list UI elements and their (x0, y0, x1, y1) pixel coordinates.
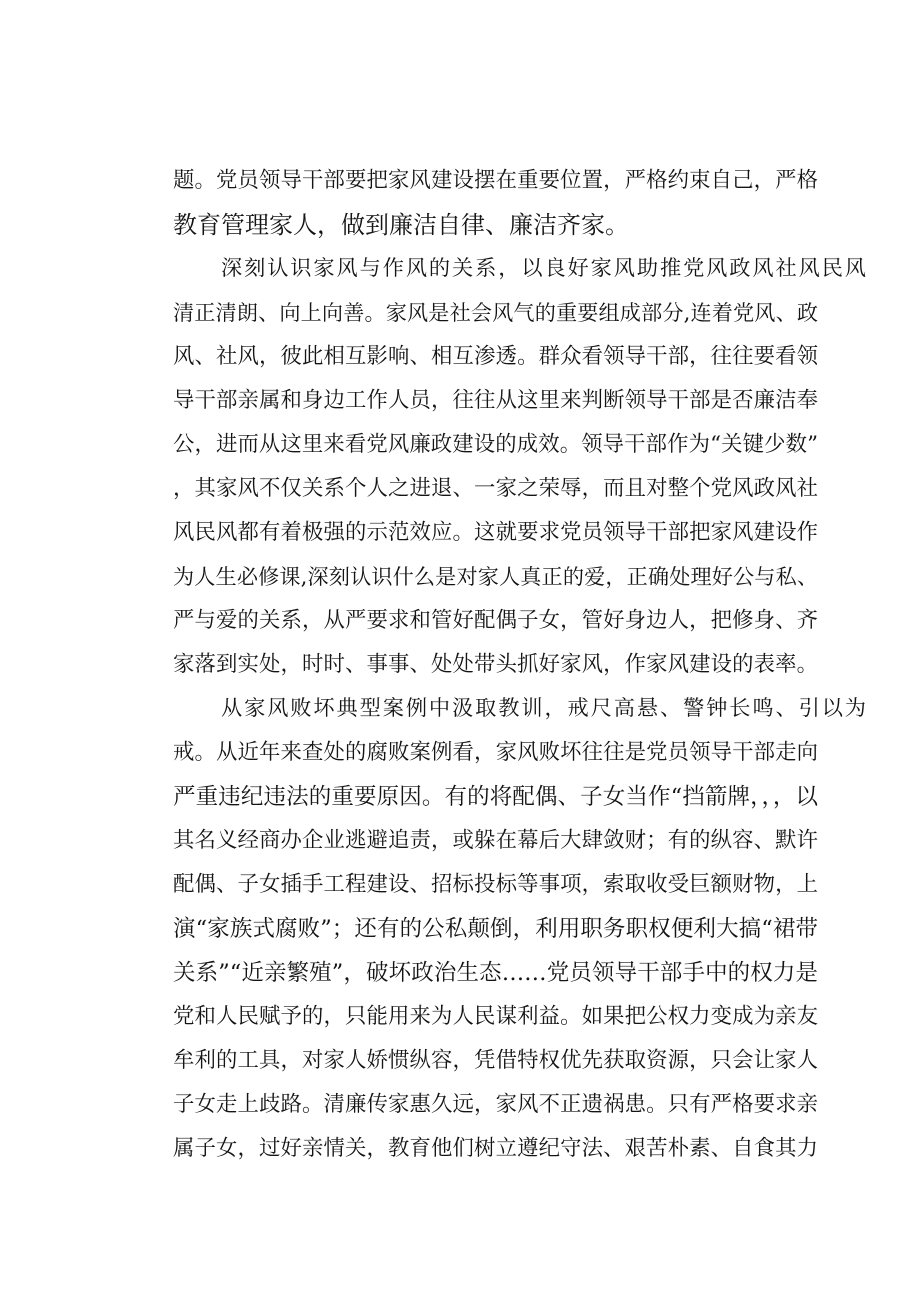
paragraph-2-line-2: 清正清朗、向上向善。家风是社会风气的重要组成部分,连着党风、政 (173, 300, 818, 325)
paragraph-3-line-8: 党和人民赋予的，只能用来为人民谋利益。如果把公权力变成为亲友 (173, 1004, 818, 1029)
paragraph-2-line-4: 导干部亲属和身边工作人员，往往从这里来判断领导干部是否廉洁奉 (173, 388, 818, 413)
paragraph-2-line-6: ，其家风不仅关系个人之进退、一家之荣辱，而且对整个党风政风社 (173, 476, 818, 501)
paragraph-3-line-3: 严重违纪违法的重要原因。有的将配偶、子女当作“挡箭牌，，，以 (173, 784, 818, 810)
paragraph-1-line-1: 题。党员领导干部要把家风建设摆在重要位置，严格约束自己，严格 (173, 168, 818, 193)
paragraph-1-line-2: 教育管理家人，做到廉洁自律、廉洁齐家。 (173, 211, 629, 239)
paragraph-3-line-1: 从家风败坏典型案例中汲取教训，戒尺高悬、警钟长鸣、引以为 (221, 696, 866, 721)
paragraph-2-line-7: 风民风都有着极强的示范效应。这就要求党员领导干部把家风建设作 (173, 520, 818, 545)
paragraph-3-line-10: 子女走上歧路。清廉传家惠久远，家风不正遗祸患。只有严格要求亲 (173, 1092, 818, 1117)
paragraph-3-line-4: 其名义经商办企业逃避追责，或躲在幕后大肆敛财；有的纵容、默许 (173, 828, 818, 853)
paragraph-2-line-10: 家落到实处，时时、事事、处处带头抓好家风，作家风建设的表率。 (173, 652, 818, 677)
paragraph-2-line-9: 严与爱的关系，从严要求和管好配偶子女，管好身边人，把修身、齐 (173, 608, 818, 633)
paragraph-3-line-11: 属子女，过好亲情关，教育他们树立遵纪守法、艰苦朴素、自食其力 (173, 1136, 818, 1161)
paragraph-3-line-5: 配偶、子女插手工程建设、招标投标等事项，索取收受巨额财物，上 (173, 872, 818, 897)
paragraph-3-line-9: 牟利的工具，对家人娇惯纵容，凭借特权优先获取资源，只会让家人 (173, 1048, 818, 1073)
paragraph-2-line-1: 深刻认识家风与作风的关系，以良好家风助推党风政风社风民风 (221, 256, 866, 281)
paragraph-3-line-2: 戒。从近年来查处的腐败案例看，家风败坏往往是党员领导干部走向 (173, 740, 818, 765)
paragraph-2-line-8: 为人生必修课,深刻认识什么是对家人真正的爱，正确处理好公与私、 (173, 564, 818, 589)
paragraph-2-line-5: 公，进而从这里来看党风廉政建设的成效。领导干部作为“关键少数” (173, 432, 818, 457)
paragraph-2-line-3: 风、社风，彼此相互影响、相互渗透。群众看领导干部，往往要看领 (173, 344, 818, 369)
paragraph-3-line-6: 演“家族式腐败”；还有的公私颠倒，利用职务职权便利大搞“裙带 (173, 916, 818, 942)
paragraph-3-line-7: 关系”“近亲繁殖”，破坏政治生态……党员领导干部手中的权力是 (173, 960, 818, 986)
